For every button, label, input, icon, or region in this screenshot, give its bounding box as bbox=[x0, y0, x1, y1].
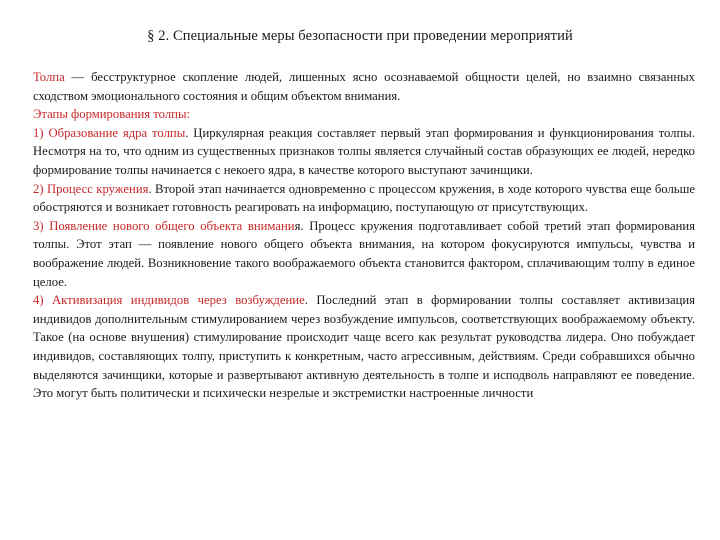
page-title: § 2. Специальные меры безопасности при проведении мероприятий bbox=[147, 28, 573, 44]
stage-text: я. Процесс кружения подготавливает собой третий этап формирования толпы. Этот этап — появление нового общего объекта внимания, на котором фокусируются импульсы, чувства и воображение людей. Возникновение такого воображаемого объекта становится фактором, сплачивающим толпу в единое целое. bbox=[33, 218, 695, 289]
definition-paragraph bbox=[33, 68, 695, 105]
stage-label: 3) Появление нового общего объекта внимани bbox=[33, 218, 295, 233]
stage-text: . Циркулярная реакция составляет первый этап формирования и функционирования толпы. Несмотря на то, что одним из существенных признаков толпы является случайный состав образующих ее людей, нередко формирование толпы начинается с некоего ядра, в качестве которого выступают зачинщики. bbox=[33, 125, 696, 177]
stage-text: . Последний этап в формировании толпы составляет активизация индивидов дополнительным стимулированием через возбуждение импульсов, соответствующих воображаемому объекту. Такое (на основе внушения) стимулирование происходит чаще всего как результат руководства лидера. Оно побуждает индивидов, составляющих толпу, приступить к конкретным, часто агрессивным, действиям. Среди собравшихся обычно выделяются зачинщики, которые и развертывают активную деятельность в толпе и исподволь направляют ее поведение. Это могут быть политически и психически незрелые и экстремистки настроенные личности bbox=[33, 293, 695, 401]
stage-label: 4) Активизация индивидов через возбуждение bbox=[33, 293, 305, 308]
stages-heading: Этапы формирования толпы: bbox=[33, 107, 191, 122]
definition-text: — бесструктурное скопление людей, лишенных ясно осознаваемой общности целей, но взаимно связанных сходством эмоционального состояния и общим объектом внимания. bbox=[33, 70, 695, 103]
stage-label: 2) Процесс кружения bbox=[33, 181, 149, 196]
stage-paragraph-4 bbox=[33, 291, 695, 403]
stage-paragraph-3 bbox=[33, 217, 695, 291]
stage-text: . Второй этап начинается одновременно с процессом кружения, в ходе которого чувства еще больше обостряются и возникает готовность реагировать на информацию, поступающую от присутствующих. bbox=[33, 181, 695, 215]
document-body bbox=[33, 68, 695, 403]
stage-label: 1) Образование ядра толпы bbox=[33, 125, 186, 140]
stage-paragraph-1 bbox=[33, 124, 695, 180]
term-highlight: Толпа bbox=[33, 70, 65, 84]
stage-paragraph-2 bbox=[33, 180, 695, 217]
